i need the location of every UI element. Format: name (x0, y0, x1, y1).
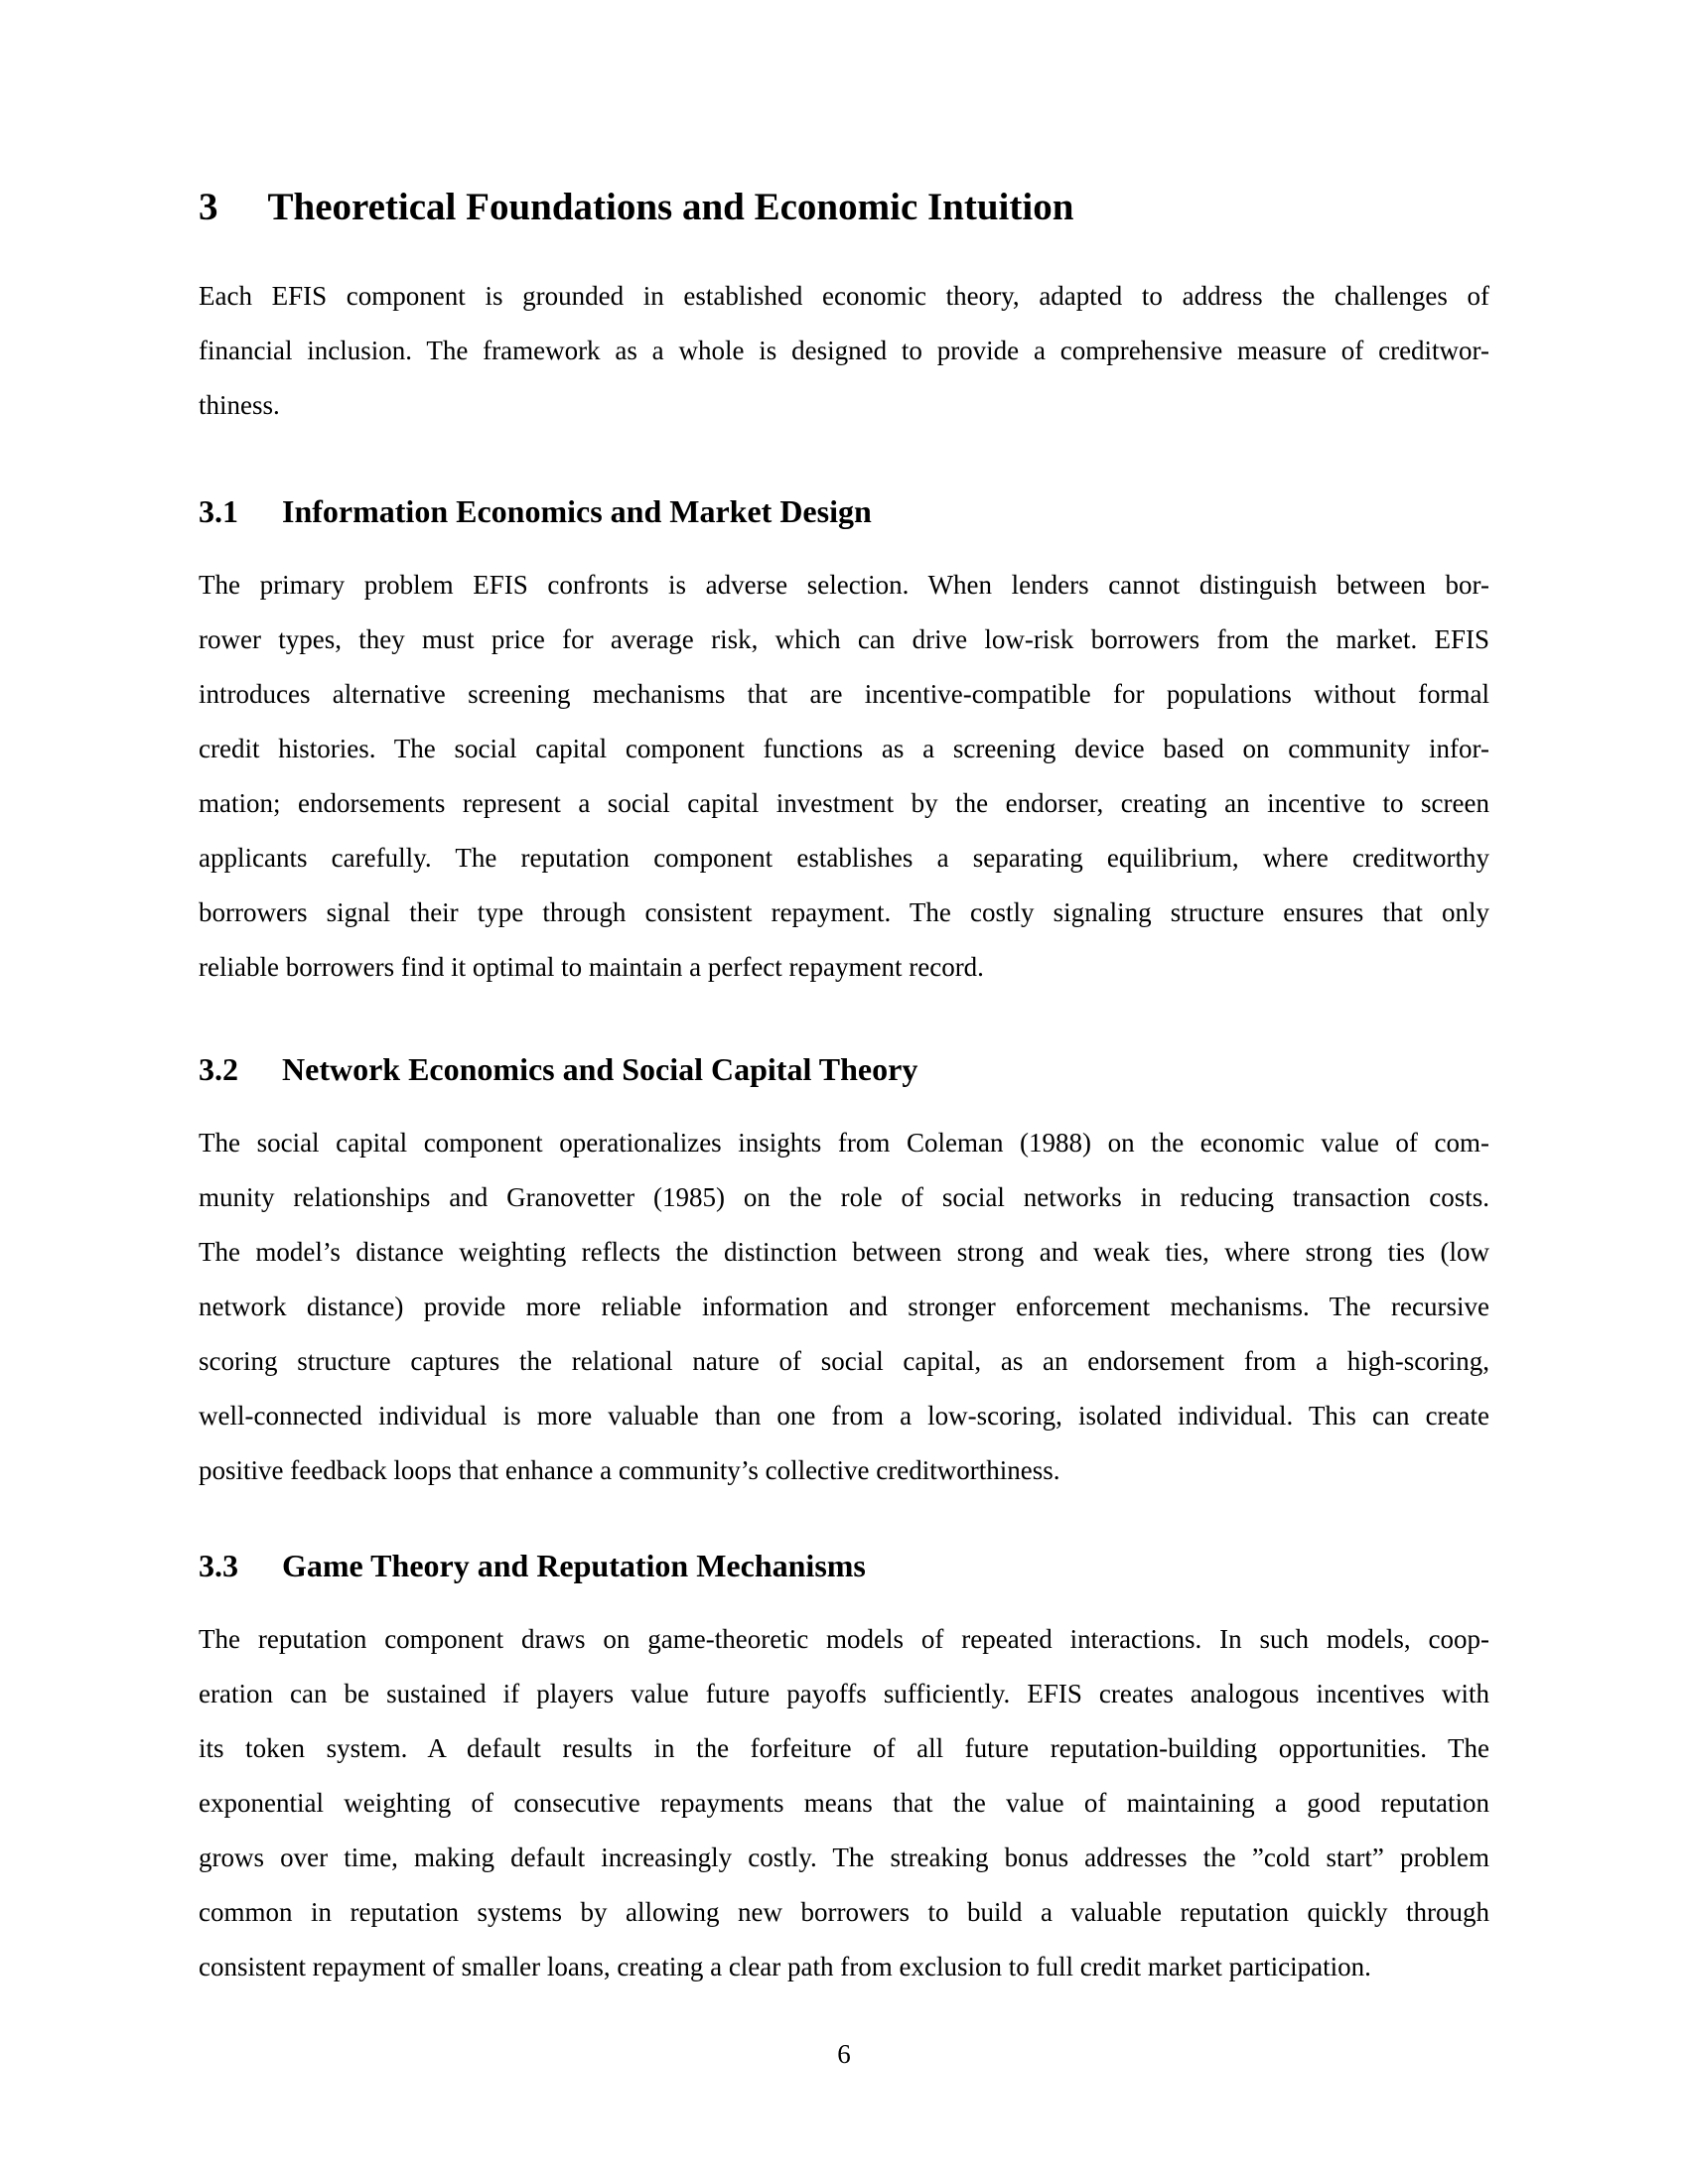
section-heading (199, 184, 1489, 231)
paragraph-3-3 (199, 1612, 1489, 1994)
subsection-title-text: Game Theory and Reputation Mechanisms (282, 1548, 866, 1583)
paragraph-line: its token system. A default results in the forfeiture of all future reputation-building opportunities. The (199, 1733, 1489, 1763)
paragraph-line: positive feedback loops that enhance a community’s collective creditworthiness. (199, 1455, 1060, 1485)
paragraph-line: munity relationships and Granovetter (1985) on the role of social networks in reducing transaction costs. (199, 1182, 1489, 1212)
paragraph-line: reliable borrowers find it optimal to maintain a perfect repayment record. (199, 952, 984, 982)
paragraph-line: rower types, they must price for average risk, which can drive low-risk borrowers from the market. EFIS (199, 624, 1489, 654)
paragraph-line: Each EFIS component is grounded in established economic theory, adapted to address the challenges of (199, 281, 1489, 311)
subsection-heading-3-1 (199, 491, 1489, 531)
paragraph-line: network distance) provide more reliable information and stronger enforcement mechanisms. The recursive (199, 1292, 1489, 1321)
paragraph-line: The social capital component operationalizes insights from Coleman (1988) on the economic value of com- (199, 1128, 1489, 1158)
paragraph-line: well-connected individual is more valuable than one from a low-scoring, isolated individual. This can create (199, 1401, 1489, 1431)
paragraph-line: common in reputation systems by allowing new borrowers to build a valuable reputation quickly through (199, 1897, 1489, 1927)
paragraph-line: mation; endorsements represent a social capital investment by the endorser, creating an incentive to screen (199, 788, 1489, 818)
paragraph-line: The reputation component draws on game-theoretic models of repeated interactions. In such models, coop- (199, 1624, 1489, 1654)
paragraph-line: introduces alternative screening mechanisms that are incentive-compatible for populations without formal (199, 679, 1489, 709)
subsection-heading-3-2 (199, 1049, 1489, 1089)
paragraph-line: thiness. (199, 390, 280, 420)
subsection-title-text: Information Economics and Market Design (282, 493, 872, 529)
section-title-text: Theoretical Foundations and Economic Intuition (267, 186, 1074, 228)
intro-paragraph (199, 269, 1489, 433)
paragraph-line: credit histories. The social capital component functions as a screening device based on community infor- (199, 734, 1489, 763)
paragraph-line: grows over time, making default increasingly costly. The streaking bonus addresses the ”cold start” problem (199, 1843, 1489, 1872)
paragraph-line: The model’s distance weighting reflects the distinction between strong and weak ties, where strong ties (low (199, 1237, 1489, 1267)
page-number: 6 (837, 2039, 851, 2069)
section-number: 3 (199, 186, 218, 228)
subsection-number: 3.1 (199, 493, 238, 529)
paragraph-line: scoring structure captures the relational nature of social capital, as an endorsement from a high-scoring, (199, 1346, 1489, 1376)
paragraph-line: borrowers signal their type through consistent repayment. The costly signaling structure ensures that only (199, 897, 1489, 927)
subsection-heading-3-3 (199, 1546, 1489, 1585)
paragraph-line: eration can be sustained if players value future payoffs sufficiently. EFIS creates analogous incentives with (199, 1679, 1489, 1708)
paragraph-line: The primary problem EFIS confronts is adverse selection. When lenders cannot distinguish between bor- (199, 570, 1489, 600)
paragraph-line: financial inclusion. The framework as a whole is designed to provide a comprehensive measure of creditwor- (199, 336, 1489, 365)
subsection-number: 3.2 (199, 1051, 238, 1087)
paragraph-line: applicants carefully. The reputation component establishes a separating equilibrium, where creditworthy (199, 843, 1489, 873)
subsection-number: 3.3 (199, 1548, 238, 1583)
paragraph-3-2 (199, 1116, 1489, 1498)
paragraph-3-1 (199, 558, 1489, 995)
paragraph-line: exponential weighting of consecutive repayments means that the value of maintaining a good reputation (199, 1788, 1489, 1818)
subsection-title-text: Network Economics and Social Capital Theory (282, 1051, 918, 1087)
paragraph-line: consistent repayment of smaller loans, creating a clear path from exclusion to full credit market participation. (199, 1952, 1371, 1981)
